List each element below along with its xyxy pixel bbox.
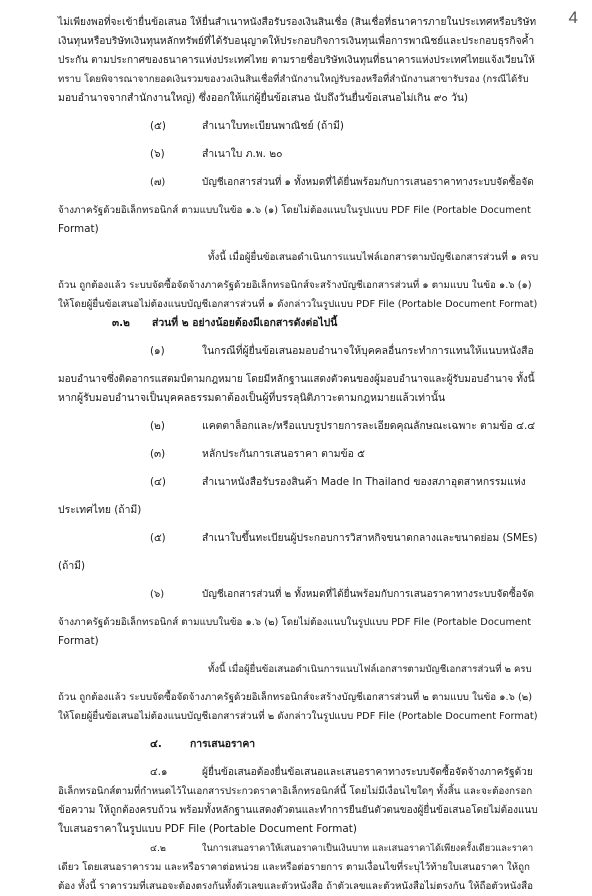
paragraph-line: ให้โดยผู้ยื่นข้อเสนอไม่ต้องแนบบัญชีเอกสารส่วนที่ ๒ ดังกล่าวในรูปแบบ PDF File (Portable Document Format) — [58, 711, 538, 722]
item-number: ๔.๑ — [150, 767, 168, 778]
list-item — [58, 445, 538, 464]
list-item — [58, 417, 538, 436]
paragraph-line: จ้างภาครัฐด้วยอิเล็กทรอนิกส์ ตามแบบในข้อ ๑.๖ (๒) โดยไม่ต้องแนบในรูปแบบ PDF File (Portable Document — [58, 617, 532, 628]
item-text: หลักประกันการเสนอราคา ตามข้อ ๕ — [202, 448, 366, 460]
paragraph-line: (ถ้ามี) — [58, 560, 86, 572]
item-text: สำเนาใบขึ้นทะเบียนผู้ประกอบการวิสาหกิจขนาดกลางและขนาดย่อม (SMEs) — [202, 533, 538, 544]
item-text: บัญชีเอกสารส่วนที่ ๑ ทั้งหมดที่ได้ยื่นพร้อมกับการเสนอราคาทางระบบจัดซื้อจัด — [202, 177, 534, 188]
paragraph-line: จ้างภาครัฐด้วยอิเล็กทรอนิกส์ ตามแบบในข้อ ๑.๖ (๑) โดยไม่ต้องแนบในรูปแบบ PDF File (Portable Document — [58, 205, 531, 216]
list-item — [58, 145, 538, 164]
paragraph-line: ทั้งนี้ เมื่อผู้ยื่นข้อเสนอดำเนินการแนบไฟล์เอกสารตามบัญชีเอกสารส่วนที่ ๒ ครบ — [208, 664, 532, 675]
paragraph-line: Format) — [58, 223, 99, 235]
section-title: การเสนอราคา — [190, 738, 256, 750]
item-text: แคตตาล็อกและ/หรือแบบรูปรายการละเอียดคุณลักษณะเฉพาะ ตามข้อ ๔.๔ — [202, 420, 536, 432]
section-title: ส่วนที่ ๒ อย่างน้อยต้องมีเอกสารดังต่อไปนี้ — [152, 317, 338, 329]
paragraph-line: เดียว โดยเสนอราคารวม และหรือราคาต่อหน่วย และหรือต่อรายการ ตามเงื่อนไขที่ระบุไว้ท้ายใบเสนอราคา ให้ถูก — [58, 862, 530, 873]
item-text: สำเนาใบทะเบียนพาณิชย์ (ถ้ามี) — [202, 120, 344, 132]
paragraph-line: ถ้วน ถูกต้องแล้ว ระบบจัดซื้อจัดจ้างภาครัฐด้วยอิเล็กทรอนิกส์จะสร้างบัญชีเอกสารส่วนที่ ๒ ตามแบบ ในข้อ ๑.๖ (๒) — [58, 692, 533, 703]
list-item — [58, 839, 538, 858]
list-item — [58, 585, 538, 604]
item-text: ผู้ยื่นข้อเสนอต้องยื่นข้อเสนอและเสนอราคาทางระบบจัดซื้อจัดจ้างภาครัฐด้วย — [202, 767, 533, 778]
document-body — [58, 13, 538, 896]
paragraph-line: ให้โดยผู้ยื่นข้อเสนอไม่ต้องแนบบัญชีเอกสารส่วนที่ ๑ ดังกล่าวในรูปแบบ PDF File (Portable Document Format) — [58, 299, 538, 310]
section-heading — [58, 314, 538, 333]
item-text: สำเนาใบ ภ.พ. ๒๐ — [202, 148, 283, 160]
paragraph-line: Format) — [58, 635, 99, 647]
paragraph-line: เงินทุนหรือบริษัทเงินทุนหลักทรัพย์ที่ได้รับอนุญาตให้ประกอบกิจการเงินทุนเพื่อการพาณิชย์และประกอบธุรกิจค้ำ — [58, 36, 535, 47]
list-item — [58, 117, 538, 136]
page-number: 4 — [568, 8, 578, 27]
paragraph-line: ไม่เพียงพอที่จะเข้ายื่นข้อเสนอ ให้ยื่นสำเนาหนังสือรับรองเงินสินเชื่อ (สินเชื่อที่ธนาคารภายในประเทศหรือบริษัท — [58, 17, 537, 28]
item-number: (๕) — [150, 120, 166, 132]
paragraph-line: มอบอำนาจจากสำนักงานใหญ่) ซึ่งออกให้แก่ผู้ยื่นข้อเสนอ นับถึงวันยื่นข้อเสนอไม่เกิน ๙๐ วัน) — [58, 92, 469, 104]
item-number: (๖) — [150, 589, 165, 600]
list-item — [58, 173, 538, 192]
paragraph-line: หากผู้รับมอบอำนาจเป็นบุคคลธรรมดาต้องเป็นผู้ที่บรรลุนิติภาวะตามกฎหมายแล้วเท่านั้น — [58, 392, 446, 404]
section-number: ๓.๒ — [112, 317, 130, 329]
item-text: ในการเสนอราคาให้เสนอราคาเป็นเงินบาท และเสนอราคาได้เพียงครั้งเดียวและราคา — [202, 843, 534, 854]
item-number: (๑) — [150, 345, 165, 357]
paragraph-line: ต้อง ทั้งนี้ ราคารวมที่เสนอจะต้องตรงกันทั้งตัวเลขและตัวหนังสือ ถ้าตัวเลขและตัวหนังสือไม่ตรงกัน ให้ถือตัวหนังสือ — [58, 881, 534, 892]
section-number: ๔. — [150, 738, 162, 750]
item-number: (๒) — [150, 420, 165, 432]
item-text: บัญชีเอกสารส่วนที่ ๒ ทั้งหมดที่ได้ยื่นพร้อมกับการเสนอราคาทางระบบจัดซื้อจัด — [202, 589, 534, 600]
paragraph-line: อิเล็กทรอนิกส์ตามที่กำหนดไว้ในเอกสารประกวดราคาอิเล็กทรอนิกส์นี้ โดยไม่มีเงื่อนไขใดๆ ทั้งสิ้น และจะต้องกรอก — [58, 786, 533, 797]
item-number: ๔.๒ — [150, 843, 166, 854]
item-number: (๓) — [150, 448, 166, 460]
paragraph-line: ประเทศไทย (ถ้ามี) — [58, 504, 142, 516]
list-item — [58, 529, 538, 548]
list-item — [58, 473, 538, 492]
paragraph-line: ทั้งนี้ เมื่อผู้ยื่นข้อเสนอดำเนินการแนบไฟล์เอกสารตามบัญชีเอกสารส่วนที่ ๑ ครบ — [208, 252, 539, 263]
paragraph-line: ประกัน ตามประกาศของธนาคารแห่งประเทศไทย ตามรายชื่อบริษัทเงินทุนที่ธนาคารแห่งประเทศไทยแจ้งเวียนให้ — [58, 55, 535, 66]
paragraph-line: ข้อความ ให้ถูกต้องครบถ้วน พร้อมทั้งหลักฐานแสดงตัวตนและทำการยืนยันตัวตนของผู้ยื่นข้อเสนอโดยไม่ต้องแนบ — [58, 805, 538, 816]
section-heading — [58, 735, 538, 754]
list-item — [58, 342, 538, 361]
item-text: ในกรณีที่ผู้ยื่นข้อเสนอมอบอำนาจให้บุคคลอื่นกระทำการแทนให้แนบหนังสือ — [202, 345, 534, 357]
item-text: สำเนาหนังสือรับรองสินค้า Made In Thailand ของสภาอุตสาหกรรมแห่ง — [202, 476, 526, 488]
item-number: (๗) — [150, 177, 166, 188]
paragraph-line: มอบอำนาจซึ่งติดอากรแสตมป์ตามกฎหมาย โดยมีหลักฐานแสดงตัวตนของผู้มอบอำนาจและผู้รับมอบอำนาจ ทั้งนี้ — [58, 374, 535, 385]
item-number: (๔) — [150, 476, 166, 488]
paragraph-line: ใบเสนอราคาในรูปแบบ PDF File (Portable Document Format) — [58, 823, 357, 835]
item-number: (๖) — [150, 148, 165, 160]
paragraph-line: ทราบ โดยพิจารณาจากยอดเงินรวมของวงเงินสินเชื่อที่สำนักงานใหญ่รับรองหรือที่สำนักงานสาขารับรอง (กรณีได้รับ — [58, 74, 529, 85]
list-item — [58, 763, 538, 782]
paragraph-line: ถ้วน ถูกต้องแล้ว ระบบจัดซื้อจัดจ้างภาครัฐด้วยอิเล็กทรอนิกส์จะสร้างบัญชีเอกสารส่วนที่ ๑ ตามแบบ ในข้อ ๑.๖ (๑) — [58, 280, 532, 291]
item-number: (๕) — [150, 533, 166, 544]
